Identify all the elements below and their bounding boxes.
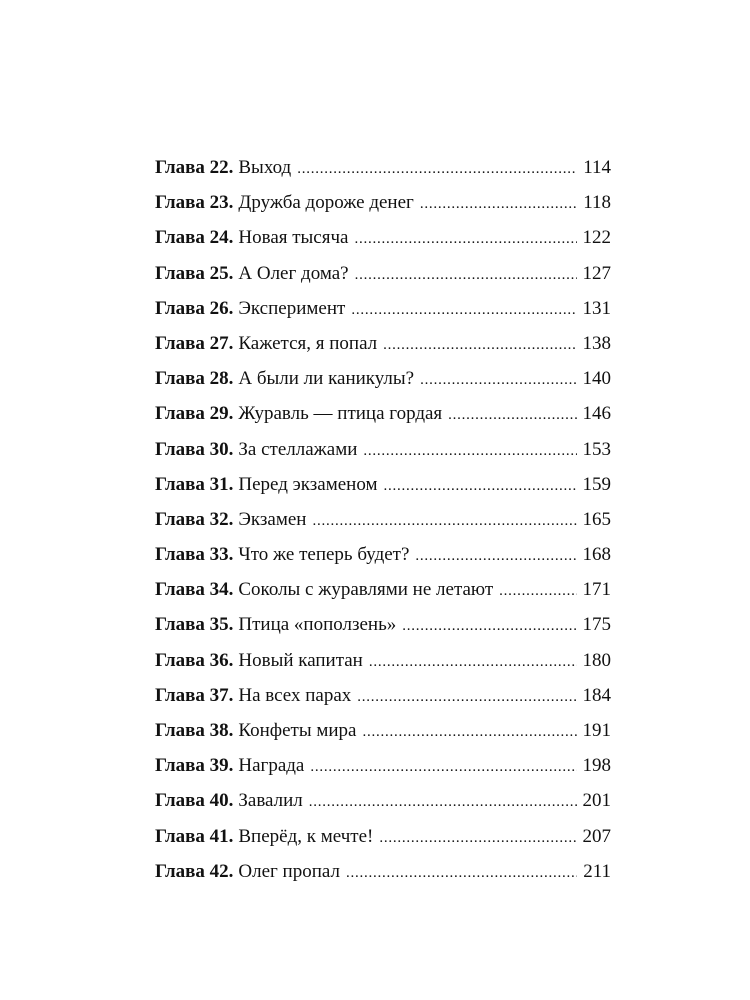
page-number: 159 [582, 473, 611, 495]
chapter-number: Глава 24. [155, 227, 234, 249]
toc-entry-36 [155, 643, 611, 678]
chapter-title: Олег пропал [238, 860, 340, 882]
dot-leader [355, 258, 577, 293]
page-number: 153 [582, 438, 611, 460]
dot-leader [402, 609, 577, 644]
dot-leader [420, 363, 577, 398]
chapter-title: Птица «поползень» [238, 614, 397, 636]
toc-entry-37 [155, 678, 611, 713]
page-number: 191 [582, 720, 611, 741]
toc-entry-41 [155, 819, 611, 854]
chapter-title: Награда [238, 755, 305, 777]
chapter-title: Выход [238, 157, 292, 178]
page-number: 114 [583, 157, 611, 178]
page-number: 198 [582, 755, 611, 777]
toc-entry-42 [155, 854, 611, 889]
chapter-number: Глава 25. [155, 262, 234, 284]
chapter-title: Что же теперь будет? [238, 544, 410, 566]
chapter-number: Глава 23. [155, 192, 234, 214]
toc-entry-25 [155, 256, 611, 291]
chapter-number: Глава 42. [155, 860, 234, 882]
dot-leader [499, 574, 577, 609]
chapter-title: Эксперимент [238, 297, 346, 319]
toc-entry-34 [155, 572, 611, 607]
chapter-number: Глава 38. [155, 720, 234, 741]
page-number: 165 [582, 508, 611, 530]
chapter-number: Глава 31. [155, 473, 234, 495]
chapter-title: Новый капитан [238, 649, 363, 671]
dot-leader [357, 680, 577, 715]
chapter-number: Глава 30. [155, 438, 234, 460]
dot-leader [309, 785, 577, 820]
toc-entry-23 [155, 185, 611, 220]
dot-leader [346, 856, 577, 891]
chapter-title: А Олег дома? [238, 262, 349, 284]
dot-leader [354, 222, 577, 257]
chapter-title: За стеллажами [238, 438, 358, 460]
page-number: 138 [582, 332, 611, 354]
dot-leader [310, 750, 577, 785]
toc-entry-39 [155, 748, 611, 783]
chapter-title: Соколы с журавлями не летают [238, 579, 494, 601]
chapter-number: Глава 41. [155, 825, 234, 847]
chapter-title: Новая тысяча [238, 227, 349, 249]
page-number: 175 [582, 614, 611, 636]
dot-leader [297, 152, 577, 187]
page-number: 184 [582, 684, 611, 706]
dot-leader [362, 715, 577, 750]
page-number: 168 [582, 544, 611, 566]
chapter-title: Завалил [238, 790, 303, 812]
dot-leader [312, 504, 577, 539]
chapter-number: Глава 26. [155, 297, 234, 319]
dot-leader [383, 328, 577, 363]
dot-leader [420, 187, 577, 222]
page-number: 140 [582, 368, 611, 390]
chapter-number: Глава 35. [155, 614, 234, 636]
chapter-number: Глава 28. [155, 368, 234, 390]
toc-entry-31 [155, 467, 611, 502]
chapter-title: А были ли каникулы? [238, 368, 415, 390]
toc-entry-33 [155, 537, 611, 572]
chapter-number: Глава 40. [155, 790, 234, 812]
dot-leader [415, 539, 577, 574]
dot-leader [363, 434, 577, 469]
toc-entry-30 [155, 432, 611, 467]
dot-leader [448, 398, 577, 433]
chapter-title: Экзамен [238, 508, 307, 530]
page-number: 118 [583, 192, 611, 214]
page-number: 211 [583, 860, 611, 882]
toc-entry-32 [155, 502, 611, 537]
page-number: 146 [582, 403, 611, 425]
chapter-number: Глава 37. [155, 684, 234, 706]
dot-leader [351, 293, 577, 328]
page-number: 201 [582, 790, 611, 812]
dot-leader [384, 469, 578, 504]
toc-entry-26 [155, 291, 611, 326]
toc-entry-28 [155, 361, 611, 396]
page-number: 131 [582, 297, 611, 319]
page-number: 207 [582, 825, 611, 847]
dot-leader [379, 821, 577, 856]
chapter-title: Конфеты мира [238, 720, 357, 741]
chapter-title: Кажется, я попал [238, 332, 378, 354]
chapter-title: На всех парах [238, 684, 352, 706]
chapter-title: Перед экзаменом [238, 473, 378, 495]
chapter-number: Глава 33. [155, 544, 234, 566]
page-number: 127 [582, 262, 611, 284]
chapter-number: Глава 29. [155, 403, 234, 425]
page-number: 180 [582, 649, 611, 671]
toc-entry-35 [155, 607, 611, 642]
chapter-number: Глава 34. [155, 579, 234, 601]
toc-entry-27 [155, 326, 611, 361]
chapter-number: Глава 32. [155, 508, 234, 530]
page-number: 171 [582, 579, 611, 601]
chapter-number: Глава 36. [155, 649, 234, 671]
toc-entry-24 [155, 220, 611, 255]
page-number: 122 [582, 227, 611, 249]
chapter-title: Журавль — птица гордая [238, 403, 443, 425]
chapter-number: Глава 39. [155, 755, 234, 777]
dot-leader [369, 645, 577, 680]
chapter-number: Глава 22. [155, 157, 234, 178]
table-of-contents [155, 150, 611, 889]
toc-entry-29 [155, 396, 611, 431]
toc-entry-22 [155, 150, 611, 185]
toc-entry-38 [155, 713, 611, 748]
chapter-number: Глава 27. [155, 332, 234, 354]
chapter-title: Дружба дороже денег [238, 192, 414, 214]
toc-entry-40 [155, 783, 611, 818]
chapter-title: Вперёд, к мечте! [238, 825, 374, 847]
